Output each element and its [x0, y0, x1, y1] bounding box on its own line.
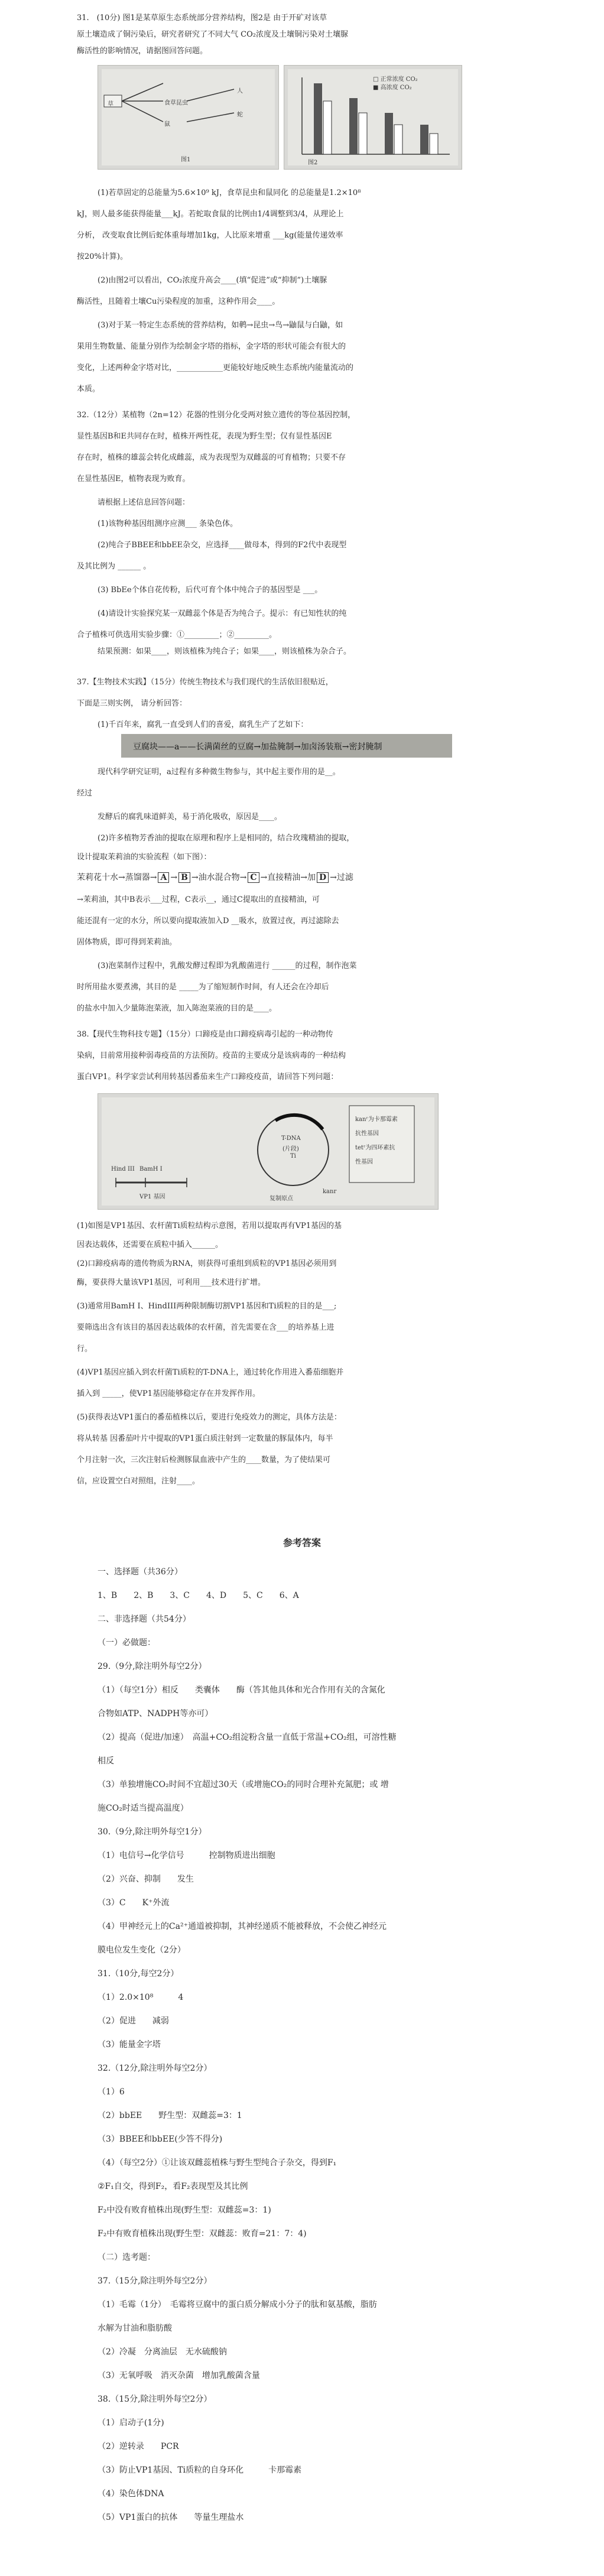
- q32-line: 结果预测：如果____，则该植株为纯合子；如果____，则该植株为杂合子。: [98, 647, 352, 656]
- answer-line: （1）6: [98, 2087, 125, 2097]
- q38-line: 蛋白VP1。科学家尝试利用转基因番茄来生产口蹄疫疫苗，请回答下列问题：: [77, 1073, 339, 1081]
- oil-extraction-flow: [77, 871, 353, 883]
- flow-before: 茉莉花十水→蒸馏器→: [77, 873, 157, 882]
- q32-line: 存在时，植株的雄蕊会转化成雌蕊，成为表现型为双雌蕊的可育植物；只要不存: [77, 453, 346, 462]
- box-a: A: [158, 872, 169, 883]
- q38-line: (3)通常用BamH I、HindIII两种限制酶切割VP1基因和Ti质粒的目的是___;: [77, 1302, 337, 1311]
- fig1-node-snake: 蛇: [237, 112, 243, 118]
- answer-line: （3）C K⁺外流: [98, 1898, 170, 1908]
- q38-line: (5)获得表达VP1蛋白的番茄植株以后，要进行免疫效力的测定，具体方法是：: [77, 1413, 342, 1422]
- figure-1-food-web: [98, 65, 279, 170]
- q37-line: 的盐水中加入少量陈泡菜液，加入陈泡菜液的目的是____。: [77, 1004, 277, 1013]
- legend-line-3: tetʳ为四环素抗: [355, 1145, 395, 1151]
- answer-line: （1）2.0×10⁸ 4: [98, 1993, 184, 2002]
- q32-line: 及其比例为 ______ 。: [77, 562, 151, 571]
- answer-line: 水解为甘油和脂肪酸: [98, 2324, 172, 2333]
- box-b: B: [178, 872, 190, 883]
- q37-line: 固体物质，即可得到茉莉油。: [77, 938, 177, 947]
- q32-line: 显性基因B和E共同存在时，植株开两性花，表现为野生型；仅有显性基因E: [77, 432, 332, 441]
- label-ti: Ti: [290, 1153, 296, 1159]
- q38-line: 染病，目前常用接种弱毒疫苗的方法预防。疫苗的主要成分是该病毒的一种结构: [77, 1051, 346, 1060]
- q31-line: 变化，上述两种金字塔对比，____________更能较好地反映生态系统内能量流动的: [77, 363, 354, 372]
- answer-line: （3）防止VP1基因、Ti质粒的自身环化 卡那霉素: [98, 2465, 302, 2475]
- answer-line: （1）（每空1分）相反 类囊体 酶（答其他具体和光合作用有关的含氮化: [98, 1685, 385, 1695]
- q31-line: 31. (10分) 图1是某草原生态系统部分营养结构，图2是 由于开矿对该草: [77, 14, 327, 22]
- tofu-process-flow: [121, 734, 452, 758]
- answer-line: （4）甲神经元上的Ca²⁺通道被抑制，其神经递质不能被释放，不会使乙神经元: [98, 1922, 387, 1931]
- answer-line: （一）必做题：: [98, 1638, 155, 1648]
- answer-line: （3）单独增施CO₂时间不宜超过30天（或增施CO₂的同时合理补充氮肥；或 增: [98, 1780, 389, 1789]
- q31-line: 酶活性的影响情况，请据图回答问题。: [77, 47, 208, 56]
- q31-line: (3)对于某一特定生态系统的营养结构，如鹌→昆虫→鸟→鼬鼠与白鼬，如: [98, 321, 343, 330]
- answer-line: （2）bbEE 野生型：双雌蕊=3：1: [98, 2111, 242, 2120]
- answer-line: 32.（12分,除注明外每空2分）: [98, 2064, 212, 2073]
- q32-line: (1)该物种基因组测序应测___ 条染色体。: [98, 519, 238, 528]
- q38-line: 个月注射一次，三次注射后检测豚鼠血液中产生的____数量，为了使结果可: [77, 1456, 331, 1464]
- answer-line: （4）染色体DNA: [98, 2489, 164, 2499]
- q38-line: 38.【现代生物科技专题】（15分）口蹄疫是由口蹄疫病毒引起的一种动物传: [77, 1030, 333, 1039]
- q38-line: 将从转基 因番茄叶片中提取的VP1蛋白质注射到一定数量的豚鼠体内，每半: [77, 1434, 333, 1443]
- q32-line: (2)纯合子BBEE和bbEE杂交，应选择____做母本，得到的F2代中表现型: [98, 541, 347, 550]
- answer-line: ②F₁自交，得到F₂，看F₂表现型及其比例: [98, 2182, 248, 2191]
- answer-line: 一、选择题（共36分）: [98, 1567, 183, 1577]
- label-origin: 复制原点: [269, 1196, 293, 1202]
- label-hind3-left: Hind III: [111, 1166, 135, 1172]
- q38-line: (1)如图是VP1基因、农杆菌Ti质粒结构示意图，若用以提取再有VP1基因的基: [77, 1222, 342, 1230]
- box-c: C: [248, 872, 259, 883]
- answer-line: 施CO₂时适当提高温度）: [98, 1804, 189, 1813]
- figure-2-label: 图2: [308, 160, 318, 166]
- answer-line: （4）（每空2分）①让该双雌蕊植株与野生型纯合子杂交，得到F₁: [98, 2158, 337, 2168]
- q32-line: 合子植株可供选用实验步骤：①_________；②_________。: [77, 631, 277, 639]
- label-tdna: T-DNA: [281, 1135, 301, 1142]
- answer-line: （3）无氧呼吸 消灭杂菌 增加乳酸菌含量: [98, 2371, 260, 2380]
- label-vp1-gene: VP1 基因: [139, 1194, 165, 1200]
- q37-line: 经过: [77, 789, 93, 798]
- q37-line: 下面是三则实例， 请分析回答：: [77, 699, 187, 708]
- answer-line: （2）提高（促进/加速） 高温+CO₂组淀粉含量一直低于常温+CO₂组，可溶性糖: [98, 1733, 397, 1742]
- food-web-diagram: [98, 66, 278, 169]
- figure-plasmid: [98, 1093, 439, 1210]
- fig2-legend-high: ■ 高浓度 CO₂: [373, 85, 412, 91]
- q37-line: (3)泡菜制作过程中，乳酸发酵过程即为乳酸菌进行 ______的过程，制作泡菜: [98, 961, 357, 970]
- q38-line: 因表达载体，还需要在质粒中插入______。: [77, 1240, 223, 1249]
- q37-line: 设计提取茉莉油的实验流程（如下图）：: [77, 853, 212, 862]
- answer-line: 31.（10分,每空2分）: [98, 1969, 179, 1979]
- answer-line: 1、B 2、B 3、C 4、D 5、C 6、A: [98, 1591, 299, 1600]
- fig2-legend-normal: □ 正常浓度 CO₂: [373, 76, 418, 83]
- q32-line: (4)请设计实验探究某一双雌蕊个体是否为纯合子。提示：有已知性状的纯: [98, 609, 347, 618]
- fig1-node-insect: 食草昆虫: [164, 100, 188, 106]
- answer-line: （3）BBEE和bbEE(少答不得分): [98, 2135, 223, 2144]
- q32-line: 在显性基因E，植物表现为败育。: [77, 475, 190, 483]
- q31-line: 按20%计算)。: [77, 252, 128, 261]
- q31-line: (2)由图2可以看出，CO₂浓度升高会____(填“促进”或“抑制”)土壤脲: [98, 276, 327, 285]
- answer-line: 二、非选择题（共54分）: [98, 1615, 191, 1624]
- answers-title: 参考答案: [282, 1537, 321, 1548]
- q31-line: 分析， 改变取食比例后蛇体重每增加1kg，人比原来增重 ___kg(能量传递效率: [77, 231, 343, 240]
- answer-line: （2）兴奋、抑制 发生: [98, 1875, 194, 1884]
- q37-line: (2)许多植物芳香油的提取在原理和程序上是相同的，结合玫瑰精油的提取，: [98, 834, 355, 843]
- answer-line: 30.（9分,除注明外每空1分）: [98, 1827, 207, 1837]
- answer-line: （2）逆转录 PCR: [98, 2442, 179, 2451]
- flow-mid2: →油水混合物→: [191, 873, 247, 882]
- answer-line: （5）VP1蛋白的抗体 等量生理盐水: [98, 2513, 244, 2522]
- answer-line: （1）启动子(1分): [98, 2418, 164, 2428]
- q38-line: (2)口蹄疫病毒的遗传物质为RNA，则获得可重组到质粒的VP1基因必须用到: [77, 1259, 337, 1268]
- q32-line: (3) BbEe个体自花传粉，后代可育个体中纯合子的基因型是 ___。: [98, 586, 323, 595]
- q37-line: 能还混有一定的水分，所以要向提取液加入D __吸水，放置过夜，再过滤除去: [77, 917, 339, 925]
- q38-line: 信，应设置空白对照组，注射____。: [77, 1477, 200, 1486]
- flow-mid1: →: [170, 873, 178, 882]
- fig1-node-grass: 草: [108, 101, 113, 108]
- flow-mid3: →直接精油→加: [260, 873, 316, 882]
- q32-line: 32.（12分）某植物（2n=12）花器的性别分化受两对独立遗传的等位基因控制，: [77, 411, 356, 420]
- answer-line: （1）电信号→化学信号 控制物质进出细胞: [98, 1851, 275, 1860]
- q37-line: 37.【生物技术实践】（15分）传统生物技术与我们现代的生活依旧很贴近，: [77, 678, 333, 687]
- legend-line-2: 抗性基因: [355, 1131, 379, 1137]
- label-fragment: (片段): [282, 1146, 299, 1152]
- legend-line-1: kanʳ为卡那霉素: [355, 1116, 398, 1123]
- q37-line: (1)千百年来，腐乳一直受到人们的喜爱，腐乳生产了艺如下：: [98, 720, 309, 729]
- answer-line: （2）促进 减弱: [98, 2016, 169, 2026]
- figure-1-label: 图1: [181, 157, 191, 163]
- q31-line: 原土壤造成了铜污染后，研究者研究了不同大气 CO₂浓度及土壤铜污染对土壤脲: [77, 30, 348, 39]
- q37-line: 现代科学研究证明，a过程有多种微生物参与，其中起主要作用的是__。: [98, 768, 340, 777]
- q31-line: (1)若草固定的总能量为5.6×10⁹ kJ，食草昆虫和鼠同化 的总能量是1.2×10⁸: [98, 189, 361, 197]
- box-d: D: [317, 872, 329, 883]
- answer-line: （3）能量金字塔: [98, 2040, 161, 2049]
- answer-line: 合物如ATP、NADPH等亦可）: [98, 1709, 213, 1719]
- q38-line: (4)VP1基因应插入到农杆菌Ti质粒的T-DNA上，通过转化作用进入番茄细胞并: [77, 1368, 344, 1377]
- answer-line: F₂中有败育植株出现(野生型：双雌蕊：败育=21：7：4): [98, 2229, 307, 2239]
- q31-line: 本质。: [77, 385, 100, 394]
- q37-line: 发酵后的腐乳味道鲜美，易于消化吸收，原因是____。: [98, 813, 282, 821]
- answer-line: （二）选考题：: [98, 2253, 155, 2262]
- flow-after: →过滤: [330, 873, 353, 882]
- fig1-node-mouse: 鼠: [164, 121, 170, 128]
- q37-line: →茉莉油，其中B表示___过程，C表示__，通过C提取出的直接精油，可: [77, 895, 320, 904]
- answer-line: F₂中没有败育植株出现(野生型：双雌蕊=3：1): [98, 2205, 271, 2215]
- answer-line: 29.（9分,除注明外每空2分）: [98, 1662, 207, 1671]
- q38-line: 要筛选出含有该目的基因表达载体的农杆菌，首先需要在含___的培养基上进: [77, 1323, 335, 1332]
- q38-line: 插入到 _____，使VP1基因能够稳定存在并发挥作用。: [77, 1389, 261, 1398]
- answer-line: 膜电位发生变化（2分）: [98, 1945, 186, 1955]
- answer-line: 38.（15分,除注明外每空2分）: [98, 2395, 212, 2404]
- answer-line: 相反: [98, 1756, 114, 1766]
- answer-line: （1）毛霉（1分） 毛霉将豆腐中的蛋白质分解成小分子的肽和氨基酸，脂肪: [98, 2300, 377, 2309]
- figure-2-bar-chart: [284, 65, 462, 170]
- answer-line: （2）冷凝 分离油层 无水硫酸钠: [98, 2347, 227, 2357]
- q31-line: 酶活性，且随着土壤Cu污染程度的加重，这种作用会____。: [77, 297, 280, 306]
- label-bamh1-left: BamH I: [139, 1166, 163, 1172]
- q31-line: kJ，则人最多能获得能量___kJ。若蛇取食鼠的比例由1/4调整到3/4，从理论上: [77, 210, 344, 219]
- q32-line: 请根据上述信息回答问题：: [98, 498, 190, 507]
- q38-line: 酶，要获得大量该VP1基因，可利用___技术进行扩增。: [77, 1278, 265, 1287]
- q37-line: 时所用盐水要煮沸，其目的是 _____为了缩短制作时间，有人还会在冷却后: [77, 983, 329, 992]
- q38-line: 行。: [77, 1344, 93, 1353]
- legend-line-4: 性基因: [355, 1159, 373, 1165]
- answer-line: 37.（15分,除注明外每空2分）: [98, 2276, 212, 2286]
- q31-line: 果用生物数量、能量分别作为绘制金字塔的指标，金字塔的形状可能会有很大的: [77, 342, 346, 351]
- flow-text: 豆腐块——a——长满菌丝的豆腐→加盐腌制→加卤汤装瓶→密封腌制: [133, 742, 382, 752]
- fig1-node-human: 人: [237, 88, 243, 95]
- label-kanr: kanr: [323, 1188, 337, 1195]
